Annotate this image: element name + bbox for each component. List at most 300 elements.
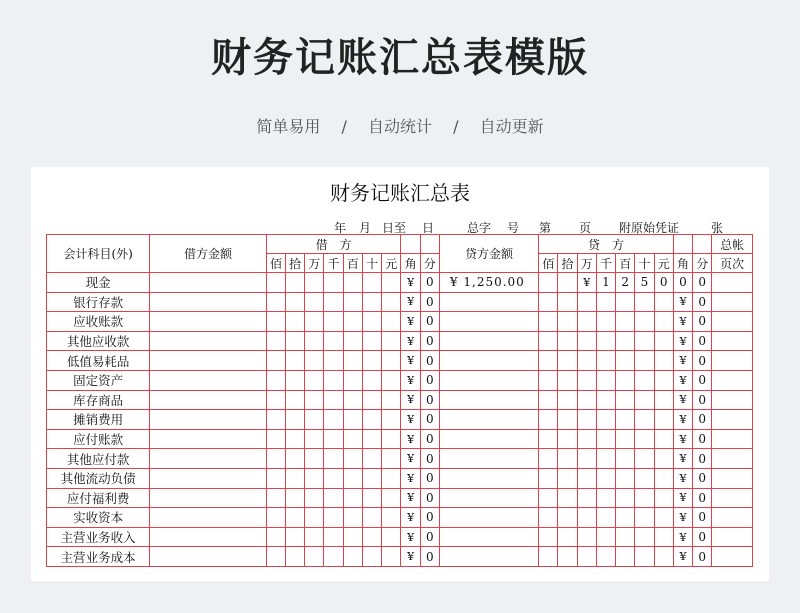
credit-digit-cell[interactable] [558,449,577,469]
credit-amount-cell[interactable] [439,312,538,332]
page-no-cell[interactable] [712,547,753,567]
debit-digit-cell[interactable]: 0 [420,370,439,390]
debit-digit-cell[interactable] [305,351,324,371]
debit-digit-cell[interactable] [343,273,362,293]
credit-digit-cell[interactable]: ¥ [673,547,692,567]
debit-digit-cell[interactable] [382,508,401,528]
credit-digit-cell[interactable] [596,527,615,547]
debit-amount-cell[interactable] [150,468,266,488]
credit-digit-cell[interactable] [596,449,615,469]
debit-amount-cell[interactable] [150,547,266,567]
credit-digit-cell[interactable]: ¥ [673,449,692,469]
debit-digit-cell[interactable]: 0 [420,449,439,469]
credit-amount-cell[interactable] [439,429,538,449]
debit-digit-cell[interactable]: ¥ [401,331,420,351]
credit-digit-cell[interactable] [539,410,558,430]
credit-amount-cell[interactable] [439,292,538,312]
debit-digit-cell[interactable] [362,410,381,430]
credit-amount-cell[interactable] [439,370,538,390]
credit-digit-cell[interactable] [558,292,577,312]
debit-digit-cell[interactable] [286,410,305,430]
debit-digit-cell[interactable] [266,527,285,547]
debit-digit-cell[interactable]: ¥ [401,429,420,449]
credit-digit-cell[interactable] [635,508,654,528]
debit-amount-cell[interactable] [150,292,266,312]
debit-digit-cell[interactable] [266,508,285,528]
debit-digit-cell[interactable] [286,468,305,488]
debit-amount-cell[interactable] [150,449,266,469]
credit-digit-cell[interactable] [539,370,558,390]
credit-digit-cell[interactable] [596,390,615,410]
page-no-cell[interactable] [712,273,753,293]
credit-digit-cell[interactable] [539,292,558,312]
credit-digit-cell[interactable] [654,547,673,567]
credit-digit-cell[interactable] [539,273,558,293]
debit-digit-cell[interactable]: 0 [420,508,439,528]
credit-digit-cell[interactable] [635,351,654,371]
credit-digit-cell[interactable] [635,468,654,488]
debit-digit-cell[interactable] [362,488,381,508]
credit-digit-cell[interactable] [596,488,615,508]
credit-digit-cell[interactable] [539,508,558,528]
debit-digit-cell[interactable] [266,390,285,410]
debit-digit-cell[interactable] [343,449,362,469]
account-cell[interactable]: 银行存款 [47,292,150,312]
debit-digit-cell[interactable] [324,547,343,567]
debit-digit-cell[interactable] [286,527,305,547]
debit-digit-cell[interactable]: ¥ [401,351,420,371]
debit-digit-cell[interactable] [324,468,343,488]
credit-amount-cell[interactable] [439,468,538,488]
credit-digit-cell[interactable]: 0 [673,273,692,293]
credit-amount-cell[interactable] [439,488,538,508]
credit-digit-cell[interactable]: ¥ [673,390,692,410]
credit-digit-cell[interactable]: ¥ [673,488,692,508]
account-cell[interactable]: 摊销费用 [47,410,150,430]
debit-digit-cell[interactable] [382,547,401,567]
credit-digit-cell[interactable] [558,527,577,547]
credit-digit-cell[interactable] [635,292,654,312]
credit-digit-cell[interactable] [616,351,635,371]
debit-digit-cell[interactable] [382,370,401,390]
credit-digit-cell[interactable]: ¥ [673,527,692,547]
credit-digit-cell[interactable] [596,547,615,567]
account-cell[interactable]: 应付账款 [47,429,150,449]
page-no-cell[interactable] [712,292,753,312]
credit-digit-cell[interactable] [635,370,654,390]
credit-digit-cell[interactable] [577,429,596,449]
credit-digit-cell[interactable] [596,312,615,332]
debit-digit-cell[interactable]: ¥ [401,312,420,332]
debit-digit-cell[interactable]: 0 [420,468,439,488]
credit-amount-cell[interactable] [439,351,538,371]
debit-digit-cell[interactable]: ¥ [401,468,420,488]
credit-digit-cell[interactable] [616,449,635,469]
credit-digit-cell[interactable]: 0 [693,410,712,430]
debit-digit-cell[interactable] [382,273,401,293]
debit-digit-cell[interactable] [286,488,305,508]
page-no-cell[interactable] [712,429,753,449]
credit-digit-cell[interactable]: 0 [693,508,712,528]
credit-amount-cell[interactable]: ¥ 1,250.00 [439,273,538,293]
debit-digit-cell[interactable] [286,390,305,410]
credit-digit-cell[interactable] [654,508,673,528]
credit-digit-cell[interactable] [577,312,596,332]
debit-digit-cell[interactable] [362,508,381,528]
debit-digit-cell[interactable] [343,547,362,567]
credit-amount-cell[interactable] [439,449,538,469]
account-cell[interactable]: 主营业务成本 [47,547,150,567]
credit-digit-cell[interactable] [558,468,577,488]
credit-digit-cell[interactable] [577,410,596,430]
debit-digit-cell[interactable]: 0 [420,331,439,351]
account-cell[interactable]: 固定资产 [47,370,150,390]
debit-digit-cell[interactable] [305,508,324,528]
credit-digit-cell[interactable] [577,390,596,410]
debit-digit-cell[interactable]: 0 [420,273,439,293]
debit-digit-cell[interactable] [305,547,324,567]
credit-digit-cell[interactable] [558,508,577,528]
page-no-cell[interactable] [712,312,753,332]
credit-digit-cell[interactable] [654,292,673,312]
credit-digit-cell[interactable] [616,312,635,332]
debit-digit-cell[interactable] [305,468,324,488]
debit-digit-cell[interactable] [305,273,324,293]
page-no-cell[interactable] [712,331,753,351]
debit-digit-cell[interactable] [286,273,305,293]
debit-digit-cell[interactable] [324,331,343,351]
debit-digit-cell[interactable]: 0 [420,351,439,371]
credit-digit-cell[interactable]: ¥ [577,273,596,293]
credit-digit-cell[interactable]: 5 [635,273,654,293]
debit-digit-cell[interactable] [266,410,285,430]
debit-digit-cell[interactable]: ¥ [401,449,420,469]
debit-amount-cell[interactable] [150,273,266,293]
credit-digit-cell[interactable] [635,312,654,332]
credit-digit-cell[interactable]: ¥ [673,331,692,351]
debit-digit-cell[interactable] [382,331,401,351]
page-no-cell[interactable] [712,449,753,469]
page-no-cell[interactable] [712,508,753,528]
credit-digit-cell[interactable] [539,449,558,469]
debit-digit-cell[interactable] [362,468,381,488]
credit-digit-cell[interactable] [635,488,654,508]
credit-digit-cell[interactable] [577,488,596,508]
debit-digit-cell[interactable] [324,351,343,371]
debit-digit-cell[interactable] [324,292,343,312]
debit-digit-cell[interactable] [343,312,362,332]
debit-digit-cell[interactable] [324,312,343,332]
credit-digit-cell[interactable]: 0 [654,273,673,293]
credit-digit-cell[interactable] [654,410,673,430]
credit-digit-cell[interactable] [577,331,596,351]
credit-digit-cell[interactable] [577,527,596,547]
debit-digit-cell[interactable]: ¥ [401,547,420,567]
credit-digit-cell[interactable] [539,331,558,351]
debit-digit-cell[interactable] [362,351,381,371]
credit-digit-cell[interactable]: ¥ [673,468,692,488]
debit-digit-cell[interactable] [324,508,343,528]
credit-digit-cell[interactable] [539,547,558,567]
debit-digit-cell[interactable] [343,468,362,488]
credit-digit-cell[interactable] [616,508,635,528]
debit-amount-cell[interactable] [150,390,266,410]
debit-digit-cell[interactable] [266,331,285,351]
credit-digit-cell[interactable] [539,351,558,371]
credit-digit-cell[interactable]: 2 [616,273,635,293]
credit-digit-cell[interactable]: ¥ [673,312,692,332]
debit-digit-cell[interactable] [343,488,362,508]
credit-digit-cell[interactable] [558,312,577,332]
credit-digit-cell[interactable] [596,331,615,351]
account-cell[interactable]: 其他应付款 [47,449,150,469]
debit-digit-cell[interactable] [343,390,362,410]
credit-digit-cell[interactable] [635,429,654,449]
debit-digit-cell[interactable] [305,449,324,469]
credit-digit-cell[interactable] [596,508,615,528]
credit-digit-cell[interactable]: 0 [693,527,712,547]
debit-digit-cell[interactable] [362,312,381,332]
page-no-cell[interactable] [712,488,753,508]
credit-digit-cell[interactable] [558,390,577,410]
credit-digit-cell[interactable] [616,370,635,390]
debit-digit-cell[interactable]: ¥ [401,390,420,410]
credit-digit-cell[interactable] [616,331,635,351]
debit-digit-cell[interactable] [305,312,324,332]
credit-digit-cell[interactable] [596,292,615,312]
credit-digit-cell[interactable] [577,292,596,312]
debit-digit-cell[interactable] [343,331,362,351]
debit-digit-cell[interactable] [382,390,401,410]
account-cell[interactable]: 其他流动负债 [47,468,150,488]
credit-digit-cell[interactable]: 0 [693,449,712,469]
debit-digit-cell[interactable] [266,468,285,488]
debit-digit-cell[interactable] [324,390,343,410]
page-no-cell[interactable] [712,468,753,488]
credit-digit-cell[interactable] [558,370,577,390]
credit-digit-cell[interactable] [616,527,635,547]
debit-amount-cell[interactable] [150,370,266,390]
debit-digit-cell[interactable]: 0 [420,390,439,410]
debit-digit-cell[interactable] [266,312,285,332]
credit-digit-cell[interactable]: ¥ [673,292,692,312]
account-cell[interactable]: 低值易耗品 [47,351,150,371]
debit-digit-cell[interactable] [362,370,381,390]
debit-digit-cell[interactable]: ¥ [401,410,420,430]
credit-amount-cell[interactable] [439,508,538,528]
debit-digit-cell[interactable] [382,468,401,488]
debit-digit-cell[interactable] [286,351,305,371]
debit-digit-cell[interactable] [324,429,343,449]
debit-digit-cell[interactable] [305,488,324,508]
debit-digit-cell[interactable]: 0 [420,410,439,430]
debit-digit-cell[interactable] [286,370,305,390]
debit-digit-cell[interactable]: ¥ [401,273,420,293]
debit-digit-cell[interactable] [362,292,381,312]
debit-digit-cell[interactable] [382,449,401,469]
credit-digit-cell[interactable] [654,331,673,351]
debit-digit-cell[interactable] [266,370,285,390]
credit-digit-cell[interactable] [539,429,558,449]
debit-digit-cell[interactable] [343,508,362,528]
credit-digit-cell[interactable]: 0 [693,468,712,488]
credit-digit-cell[interactable] [616,468,635,488]
credit-digit-cell[interactable] [539,527,558,547]
debit-digit-cell[interactable] [324,410,343,430]
debit-digit-cell[interactable] [286,429,305,449]
debit-digit-cell[interactable] [343,292,362,312]
debit-digit-cell[interactable] [266,292,285,312]
credit-amount-cell[interactable] [439,390,538,410]
credit-digit-cell[interactable]: 0 [693,331,712,351]
credit-digit-cell[interactable] [654,370,673,390]
debit-digit-cell[interactable] [362,273,381,293]
credit-digit-cell[interactable] [577,370,596,390]
credit-digit-cell[interactable]: 0 [693,273,712,293]
credit-digit-cell[interactable] [577,449,596,469]
debit-digit-cell[interactable] [266,488,285,508]
credit-digit-cell[interactable] [654,429,673,449]
credit-digit-cell[interactable] [616,429,635,449]
debit-amount-cell[interactable] [150,410,266,430]
debit-digit-cell[interactable] [382,527,401,547]
credit-digit-cell[interactable] [616,390,635,410]
credit-digit-cell[interactable] [558,273,577,293]
debit-digit-cell[interactable] [362,527,381,547]
credit-digit-cell[interactable] [654,351,673,371]
credit-digit-cell[interactable] [558,488,577,508]
credit-digit-cell[interactable] [596,468,615,488]
debit-digit-cell[interactable] [305,429,324,449]
page-no-cell[interactable] [712,370,753,390]
debit-digit-cell[interactable] [266,449,285,469]
debit-amount-cell[interactable] [150,312,266,332]
credit-digit-cell[interactable] [654,488,673,508]
debit-digit-cell[interactable] [324,273,343,293]
credit-digit-cell[interactable]: 0 [693,488,712,508]
debit-digit-cell[interactable] [266,429,285,449]
debit-digit-cell[interactable] [362,547,381,567]
debit-digit-cell[interactable] [286,508,305,528]
credit-digit-cell[interactable] [616,410,635,430]
credit-digit-cell[interactable] [616,488,635,508]
debit-digit-cell[interactable] [362,429,381,449]
credit-digit-cell[interactable] [635,410,654,430]
credit-digit-cell[interactable] [654,312,673,332]
debit-digit-cell[interactable] [343,351,362,371]
debit-digit-cell[interactable] [286,331,305,351]
credit-digit-cell[interactable] [635,390,654,410]
credit-digit-cell[interactable] [654,527,673,547]
credit-digit-cell[interactable] [654,468,673,488]
debit-digit-cell[interactable] [286,547,305,567]
debit-digit-cell[interactable]: 0 [420,527,439,547]
debit-digit-cell[interactable] [382,312,401,332]
credit-digit-cell[interactable] [577,547,596,567]
debit-digit-cell[interactable] [343,370,362,390]
debit-digit-cell[interactable] [362,331,381,351]
debit-digit-cell[interactable] [382,488,401,508]
credit-digit-cell[interactable]: 0 [693,429,712,449]
credit-digit-cell[interactable] [558,429,577,449]
debit-digit-cell[interactable] [286,312,305,332]
debit-digit-cell[interactable] [266,547,285,567]
debit-digit-cell[interactable] [266,351,285,371]
credit-digit-cell[interactable] [539,488,558,508]
debit-digit-cell[interactable] [362,449,381,469]
credit-digit-cell[interactable]: 0 [693,370,712,390]
credit-amount-cell[interactable] [439,331,538,351]
page-no-cell[interactable] [712,410,753,430]
credit-digit-cell[interactable]: 0 [693,312,712,332]
debit-digit-cell[interactable]: ¥ [401,292,420,312]
debit-digit-cell[interactable] [343,527,362,547]
debit-digit-cell[interactable]: ¥ [401,370,420,390]
debit-digit-cell[interactable]: 0 [420,429,439,449]
credit-digit-cell[interactable] [654,390,673,410]
credit-digit-cell[interactable] [558,331,577,351]
credit-digit-cell[interactable] [577,508,596,528]
debit-amount-cell[interactable] [150,488,266,508]
credit-digit-cell[interactable] [558,547,577,567]
debit-digit-cell[interactable] [286,449,305,469]
credit-digit-cell[interactable]: ¥ [673,429,692,449]
debit-digit-cell[interactable] [305,292,324,312]
credit-digit-cell[interactable] [635,331,654,351]
debit-digit-cell[interactable]: 0 [420,488,439,508]
debit-digit-cell[interactable] [305,390,324,410]
debit-digit-cell[interactable] [343,429,362,449]
credit-digit-cell[interactable] [635,449,654,469]
debit-digit-cell[interactable]: ¥ [401,527,420,547]
credit-digit-cell[interactable]: 0 [693,292,712,312]
credit-digit-cell[interactable] [596,429,615,449]
debit-digit-cell[interactable] [382,410,401,430]
account-cell[interactable]: 其他应收款 [47,331,150,351]
debit-digit-cell[interactable] [266,273,285,293]
credit-amount-cell[interactable] [439,527,538,547]
debit-digit-cell[interactable] [362,390,381,410]
credit-digit-cell[interactable] [635,547,654,567]
debit-amount-cell[interactable] [150,331,266,351]
credit-digit-cell[interactable]: 0 [693,390,712,410]
debit-amount-cell[interactable] [150,351,266,371]
debit-amount-cell[interactable] [150,508,266,528]
credit-digit-cell[interactable] [539,312,558,332]
debit-digit-cell[interactable] [382,351,401,371]
credit-digit-cell[interactable] [635,527,654,547]
account-cell[interactable]: 实收资本 [47,508,150,528]
credit-digit-cell[interactable]: 0 [693,547,712,567]
debit-digit-cell[interactable] [324,370,343,390]
credit-digit-cell[interactable]: ¥ [673,351,692,371]
debit-digit-cell[interactable] [305,331,324,351]
page-no-cell[interactable] [712,351,753,371]
debit-digit-cell[interactable]: ¥ [401,488,420,508]
credit-amount-cell[interactable] [439,410,538,430]
credit-digit-cell[interactable]: 1 [596,273,615,293]
debit-digit-cell[interactable] [382,292,401,312]
debit-digit-cell[interactable] [324,527,343,547]
credit-digit-cell[interactable] [596,370,615,390]
debit-digit-cell[interactable] [382,429,401,449]
debit-digit-cell[interactable]: 0 [420,312,439,332]
credit-digit-cell[interactable] [539,390,558,410]
debit-amount-cell[interactable] [150,527,266,547]
debit-digit-cell[interactable] [305,410,324,430]
credit-digit-cell[interactable] [596,351,615,371]
debit-digit-cell[interactable] [305,527,324,547]
